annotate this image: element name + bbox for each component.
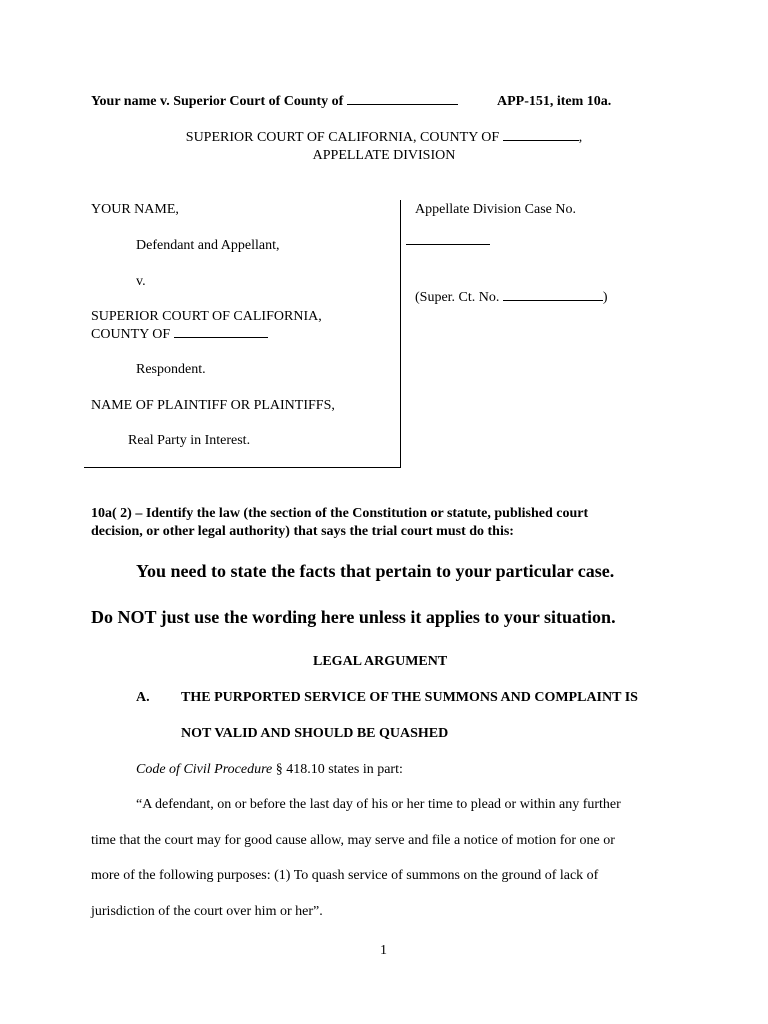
warning-line1: You need to state the facts that pertain to your particular case. xyxy=(136,561,615,581)
court-name-comma: , xyxy=(578,130,583,145)
section-letter: A. xyxy=(136,690,150,705)
warning-line2: Do NOT just use the wording here unless it applies to your situation. xyxy=(91,607,616,627)
plaintiff-role: Real Party in Interest. xyxy=(128,433,251,448)
section-heading-line2: NOT VALID AND SHOULD BE QUASHED xyxy=(181,726,449,741)
caption-bottom-rule xyxy=(84,467,401,468)
legal-argument-heading: LEGAL ARGUMENT xyxy=(313,654,448,669)
caption-vertical-divider xyxy=(400,200,401,468)
court-name: SUPERIOR COURT OF CALIFORNIA, COUNTY OF xyxy=(185,130,500,145)
form-reference: APP-151, item 10a. xyxy=(497,94,612,109)
section-heading-line1: THE PURPORTED SERVICE OF THE SUMMONS AND COMPLAINT IS xyxy=(181,690,638,705)
court-division: APPELLATE DIVISION xyxy=(312,148,456,163)
case-title: Your name v. Superior Court of County of xyxy=(91,94,344,109)
instruction-line2: decision, or other legal authority) that says the trial court must do this: xyxy=(91,524,514,539)
court-county-blank xyxy=(503,139,579,141)
superior-court-number xyxy=(415,290,608,306)
quote-line2: time that the court may for good cause allow, may serve and file a notice of motion for one or xyxy=(91,833,615,848)
respondent-name-line1: SUPERIOR COURT OF CALIFORNIA, xyxy=(91,309,322,324)
respondent-county-label: COUNTY OF xyxy=(91,327,171,342)
code-section: § 418.10 states in part: xyxy=(272,762,403,777)
case-title-line xyxy=(91,94,458,110)
quote-line3: more of the following purposes: (1) To quash service of summons on the ground of lack of xyxy=(91,868,599,883)
quote-line1: “A defendant, on or before the last day of his or her time to plead or within any further xyxy=(136,797,621,812)
super-ct-blank xyxy=(503,299,603,301)
county-blank xyxy=(347,103,458,105)
respondent-role: Respondent. xyxy=(136,362,206,377)
versus-label: v. xyxy=(136,274,146,289)
plaintiff-name: NAME OF PLAINTIFF OR PLAINTIFFS, xyxy=(91,398,335,413)
page-number: 1 xyxy=(380,943,387,958)
code-citation xyxy=(136,762,403,778)
super-ct-suffix: ) xyxy=(602,290,608,305)
quote-line4: jurisdiction of the court over him or her”. xyxy=(91,904,323,919)
case-number-blank-line xyxy=(406,243,490,245)
court-name-line1 xyxy=(0,130,768,146)
respondent-county-blank xyxy=(174,336,268,338)
case-number-label: Appellate Division Case No. xyxy=(415,202,576,217)
case-number-blank xyxy=(406,232,490,250)
party-defendant-role: Defendant and Appellant, xyxy=(136,238,280,253)
party-your-name: YOUR NAME, xyxy=(91,202,179,217)
super-ct-prefix: (Super. Ct. No. xyxy=(415,290,500,305)
respondent-name-line2 xyxy=(91,327,268,343)
instruction-line1: 10a( 2) – Identify the law (the section of the Constitution or statute, published court xyxy=(91,506,589,521)
code-name: Code of Civil Procedure xyxy=(136,762,273,777)
